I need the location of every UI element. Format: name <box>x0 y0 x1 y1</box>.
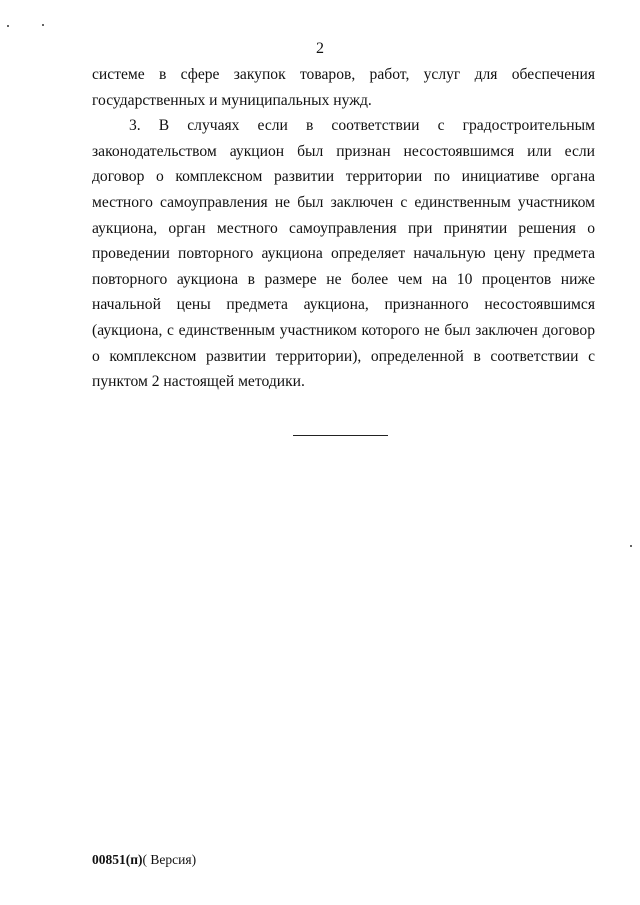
footer-version: ( Версия) <box>142 852 197 867</box>
paragraph-continuation: системе в сфере закупок товаров, работ, услуг для обеспечения государственных и муниципальных нужд. <box>92 66 595 109</box>
document-body <box>92 62 595 395</box>
footer-code: 00851(п) <box>92 852 143 867</box>
scan-artifact-dot <box>7 25 9 27</box>
end-divider-line <box>293 435 388 436</box>
page-number: 2 <box>316 40 324 57</box>
footer-document-code <box>92 852 196 868</box>
scan-artifact-dot <box>42 24 44 26</box>
paragraph-3: 3. В случаях если в соответствии с градостроительным законодательством аукцион был признан несостоявшимся или если договор о комплексном развитии территории по инициативе органа местного самоуправления не был заключен с единственным участником аукциона, орган местного самоуправления при принятии решения о проведении повторного аукциона определяет начальную цену предмета повторного аукциона в размере не более чем на 10 процентов ниже начальной цены предмета аукциона, признанного несостоявшимся (аукциона, с единственным участником которого не был заключен договор о комплексном развитии территории), определенной в соответствии с пунктом 2 настоящей методики. <box>92 117 595 391</box>
scan-artifact-dot <box>630 545 632 547</box>
